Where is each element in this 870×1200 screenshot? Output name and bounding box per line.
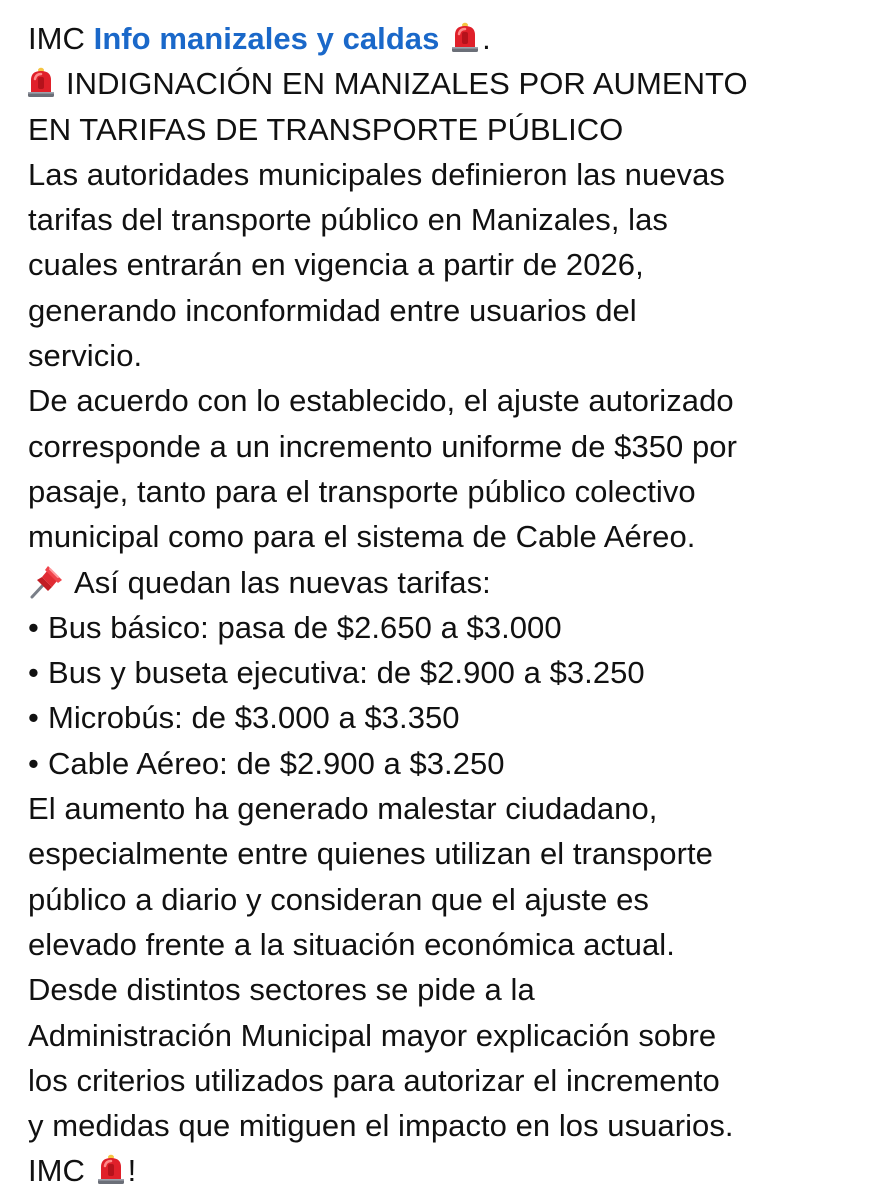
paragraph-2-line: corresponde a un incremento uniforme de $350 por [28,428,737,464]
mention-suffix: . [482,21,491,56]
bullet-icon: • [28,745,39,781]
paragraph-4-line: Administración Municipal mayor explicación sobre [28,1017,717,1053]
tariff-list-item [28,741,858,786]
post-header-line [28,16,858,61]
paragraph-2-line: pasaje, tanto para el transporte público colectivo [28,473,696,509]
paragraph-1-line: cuales entrarán en vigencia a partir de 2026, [28,247,644,283]
tariff-list-item [28,605,858,650]
tariff-text: Bus básico: pasa de $2.650 a $3.000 [48,609,562,645]
paragraph-3-line: elevado frente a la situación económica actual. [28,926,675,962]
paragraph-3-line: público a diario y consideran que el ajuste es [28,881,649,917]
paragraph-4-line: los criterios utilizados para autorizar el incremento [28,1062,720,1098]
paragraph-2-line: De acuerdo con lo establecido, el ajuste autorizado [28,383,734,419]
tariffs-heading [28,560,858,605]
headline-line-2 [28,107,858,152]
paragraph-4-line: y medidas que mitiguen el impacto en los usuarios. [28,1108,734,1144]
paragraph-1-line: tarifas del transporte público en Manizales, las [28,202,668,238]
paragraph-1-line: generando inconformidad entre usuarios del [28,292,637,328]
headline-line-1 [28,61,858,106]
post-body [28,16,858,1194]
police-car-light-icon [26,66,56,98]
paragraph-1-line: servicio. [28,338,143,374]
tariffs-heading-text: Así quedan las nuevas tarifas: [74,564,491,600]
paragraph-4-line: Desde distintos sectores se pide a la [28,972,535,1008]
paragraph-1-line: Las autoridades municipales definieron las nuevas [28,156,725,192]
bullet-icon: • [28,700,39,736]
police-car-light-icon [96,1153,126,1185]
signature-line [28,1148,858,1193]
signature-suffix: ! [127,1153,137,1189]
paragraph-3-line: especialmente entre quienes utilizan el transporte [28,836,713,872]
page-mention-link[interactable]: Info manizales y caldas [93,21,440,56]
bullet-icon: • [28,609,39,645]
signature-prefix: IMC [28,1153,85,1189]
tariff-text: Microbús: de $3.000 a $3.350 [48,700,460,736]
headline-text-1: INDIGNACIÓN EN MANIZALES POR AUMENTO [66,66,748,102]
headline-text-2: EN TARIFAS DE TRANSPORTE PÚBLICO [28,111,624,147]
bullet-icon: • [28,655,39,691]
tariff-list-item [28,650,858,695]
author-prefix: IMC [28,21,85,56]
tariff-list-item [28,695,858,740]
police-car-light-icon [450,21,480,53]
tariff-text: Bus y buseta ejecutiva: de $2.900 a $3.250 [48,655,645,691]
paragraph-3-line: El aumento ha generado malestar ciudadano, [28,791,658,827]
paragraph-2-line: municipal como para el sistema de Cable Aéreo. [28,519,696,555]
tariff-text: Cable Aéreo: de $2.900 a $3.250 [48,745,505,781]
pushpin-icon [28,562,66,600]
